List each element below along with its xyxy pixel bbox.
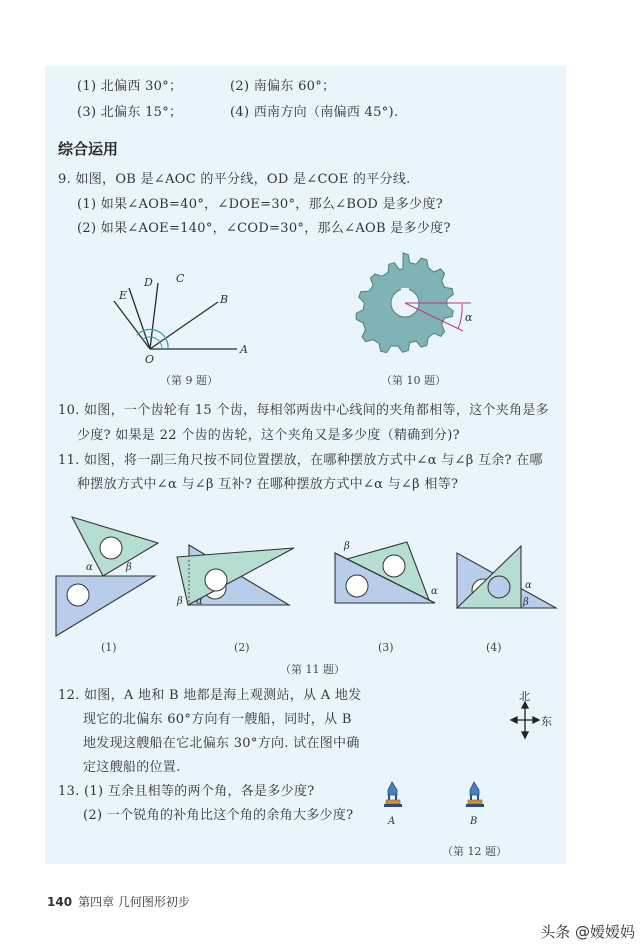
sub-caption-2: (2) <box>234 641 250 654</box>
label-c: C <box>176 272 185 285</box>
watermark: 头条 @嫒嫒妈 <box>540 923 635 941</box>
page-number: 140 <box>47 895 73 909</box>
q11-line2: 种摆放方式中∠α 与∠β 互补? 在哪种摆放方式中∠α 与∠β 相等? <box>77 477 459 492</box>
q10-caption: （第 10 题） <box>381 374 446 387</box>
chapter-title: 第四章 几何图形初步 <box>78 895 190 909</box>
q13-line1: 13. (1) 互余且相等的两个角，各是多少度? <box>58 784 315 799</box>
station-a-label: A <box>388 816 396 827</box>
q12-line2: 现它的北偏东 60°方向有一艘船，同时，从 B <box>83 712 352 727</box>
triangle-figure-1 <box>50 508 160 638</box>
q12-line1: 12. 如图，A 地和 B 地都是海上观测站，从 A 地发 <box>58 688 362 703</box>
compass-icon <box>510 692 560 742</box>
label-e: E <box>119 289 128 302</box>
triangle-figure-3 <box>330 530 445 605</box>
alpha-label-2: α <box>196 596 203 607</box>
answer-2: (2) 南偏东 60°； <box>230 79 336 94</box>
label-b: B <box>220 293 229 306</box>
alpha-label-1: α <box>86 562 93 573</box>
east-label: 东 <box>541 715 552 728</box>
label-o: O <box>145 353 155 366</box>
answer-3: (3) 北偏东 15°； <box>77 105 183 120</box>
label-a: A <box>240 343 248 356</box>
q9-part1: (1) 如果∠AOB=40°，∠DOE=30°，那么∠BOD 是多少度? <box>77 197 444 212</box>
beta-label-2: β <box>177 596 183 607</box>
sub-caption-1: (1) <box>101 641 117 654</box>
beta-label-4: β <box>523 597 529 608</box>
q9-stem: 9. 如图，OB 是∠AOC 的平分线，OD 是∠COE 的平分线. <box>58 172 411 187</box>
triangle-figure-4 <box>455 538 560 613</box>
answer-4: (4) 西南方向（南偏西 45°). <box>230 105 399 120</box>
q10-line1: 10. 如图，一个齿轮有 15 个齿，每相邻两齿中心线间的夹角都相等，这个夹角是多 <box>58 403 549 418</box>
station-b-label: B <box>470 816 478 827</box>
alpha-label: α <box>465 311 473 324</box>
q10-line2: 少度? 如果是 22 个齿的齿轮，这个夹角又是多少度（精确到分)? <box>77 428 460 443</box>
q12-line4: 定这艘船的位置. <box>83 760 181 775</box>
q10-gear-figure <box>345 252 485 362</box>
q13-line2: (2) 一个锐角的补角比这个角的余角大多少度? <box>83 808 354 823</box>
q11-line1: 11. 如图，将一副三角尺按不同位置摆放，在哪种摆放方式中∠α 与∠β 互余? 在哪 <box>58 453 543 468</box>
q9-part2: (2) 如果∠AOE=140°，∠COD=30°，那么∠AOB 是多少度? <box>77 221 451 236</box>
q12-line3: 地发现这艘船在它北偏东 30°方向. 试在图中确 <box>83 736 360 751</box>
alpha-label-4: α <box>525 580 532 591</box>
q9-angle-figure <box>100 270 260 370</box>
q11-caption: （第 11 题） <box>280 663 345 676</box>
answer-1: (1) 北偏西 30°； <box>77 79 183 94</box>
north-label: 北 <box>519 690 530 703</box>
alpha-label-3: α <box>431 586 438 597</box>
beta-label-3: β <box>344 541 350 552</box>
section-title: 综合运用 <box>58 140 119 158</box>
beta-label-1: β <box>126 562 132 573</box>
q9-caption: （第 9 题） <box>160 374 218 387</box>
q12-caption: （第 12 题） <box>442 845 507 858</box>
station-a-icon <box>383 780 403 832</box>
station-b-icon <box>465 780 485 832</box>
label-d: D <box>144 276 153 289</box>
sub-caption-3: (3) <box>378 641 394 654</box>
triangle-figure-2 <box>165 540 325 615</box>
sub-caption-4: (4) <box>486 641 502 654</box>
page-footer <box>47 893 190 910</box>
